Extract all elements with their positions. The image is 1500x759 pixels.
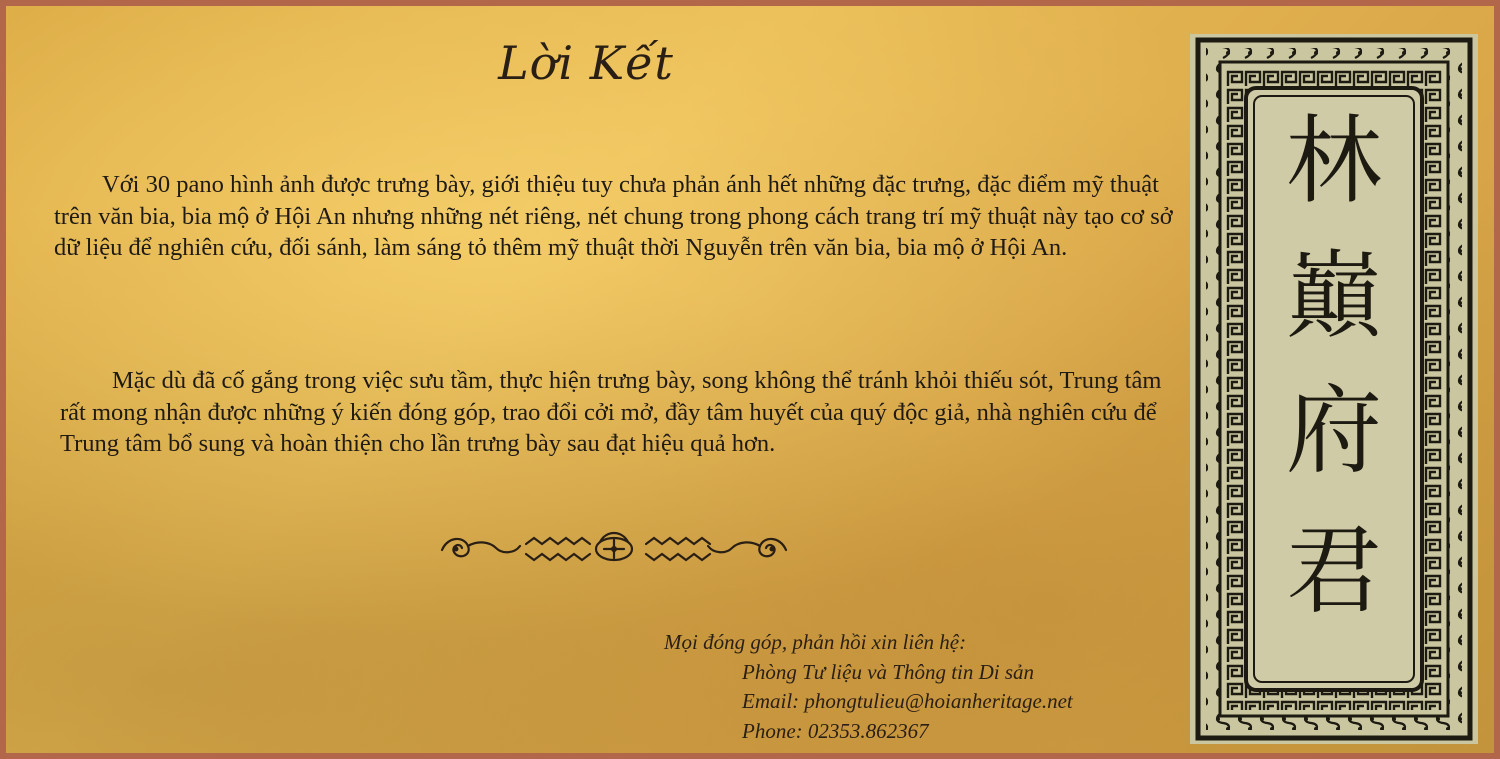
paragraph-2: Mặc dù đã cố gắng trong việc sưu tầm, thực hiện trưng bày, song không thể tránh khỏi thiếu sót, Trung tâm rất mong nhận được những ý kiến đóng góp, trao đổi cởi mở, đầy tâm huyết của quý độc giả, nhà nghiên cứu để Trung tâm bổ sung và hoàn thiện cho lần trưng bày sau đạt hiệu quả hơn. — [60, 367, 1162, 457]
contact-block — [664, 628, 1164, 746]
contact-email: Email: phongtulieu@hoianheritage.net — [742, 689, 1073, 713]
plaque-character-2: 巔 — [1286, 240, 1382, 352]
paragraph-1: Với 30 pano hình ảnh được trưng bày, giới thiệu tuy chưa phản ánh hết những đặc trưng, đặc điểm mỹ thuật trên văn bia, bia mộ ở Hội An nhưng những nét riêng, nét chung trong phong cách trang trí mỹ thuật này tạo cơ sở dữ liệu để nghiên cứu, đối sánh, làm sáng tỏ thêm mỹ thuật thời Nguyễn trên văn bia, bia mộ ở Hội An. — [54, 171, 1173, 261]
plaque-character-4: 君 — [1286, 515, 1382, 627]
contact-department: Phòng Tư liệu và Thông tin Di sản — [742, 659, 1035, 684]
plaque-character-3: 府 — [1286, 375, 1382, 487]
decorative-divider-ornament — [434, 522, 794, 570]
contact-phone: Phone: 02353.862367 — [742, 718, 929, 743]
contact-intro: Mọi đóng góp, phản hồi xin liên hệ: — [664, 630, 967, 654]
page-title: Lời Kết — [498, 36, 674, 90]
plaque-character-1: 林 — [1286, 105, 1382, 217]
